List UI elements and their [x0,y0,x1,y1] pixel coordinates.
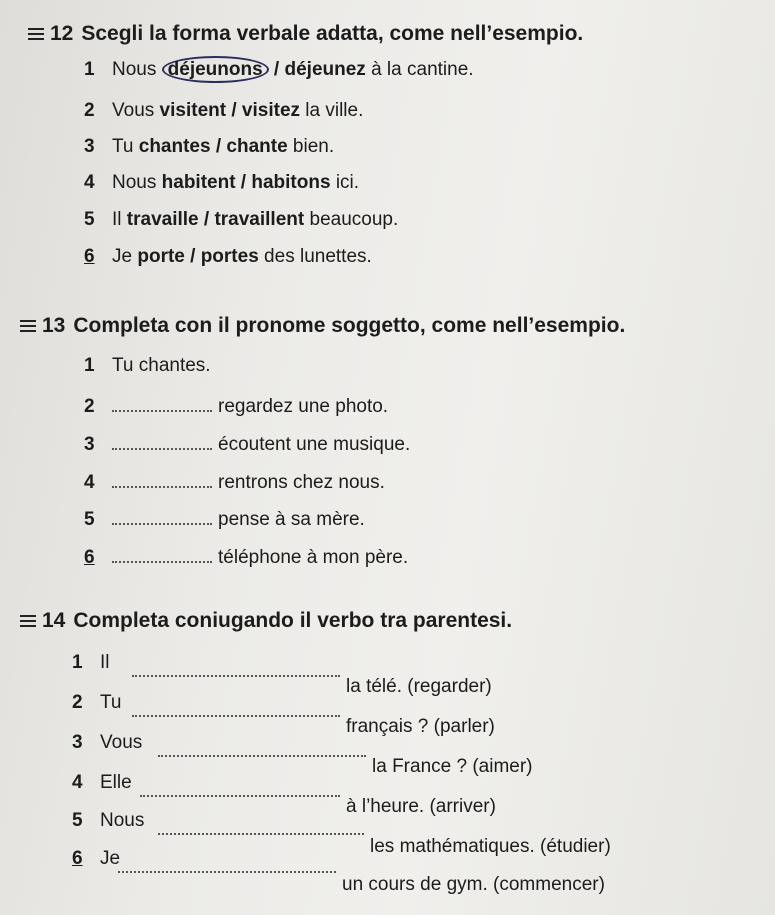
exercise-13-item: 3 écoutent une musique. [84,434,411,455]
answer-blank[interactable] [112,434,212,450]
answer-blank[interactable] [132,673,340,677]
answer-blank[interactable] [158,831,364,835]
exercise-14-tail: la télé. (regarder) [346,676,492,697]
exercise-12-item: 2 Vous visitent / visitez la ville. [84,100,364,121]
answer-blank[interactable] [140,793,340,797]
exercise-13-item: 5 pense à sa mère. [84,509,365,530]
exercise-12-item: 4 Nous habitent / habitons ici. [84,172,360,193]
exercise-number: 13 [42,314,66,337]
exercise-list-icon [20,317,36,335]
exercise-instruction: Completa con il pronome soggetto, come nell’esempio. [73,314,626,337]
exercise-13-example: 1 Tu chantes. [84,355,211,376]
exercise-14-tail: français ? (parler) [346,716,495,737]
exercise-12-heading [28,22,583,46]
answer-blank[interactable] [132,713,340,717]
circled-answer: déjeunons [162,56,269,83]
exercise-14-tail: la France ? (aimer) [372,756,533,777]
exercise-13-item: 4 rentrons chez nous. [84,472,385,493]
exercise-12-item: 3 Tu chantes / chante bien. [84,136,335,157]
answer-blank[interactable] [112,509,212,525]
exercise-14-subject: 3 Vous [72,732,143,753]
exercise-instruction: Completa coniugando il verbo tra parentesi. [73,609,513,632]
exercise-14-tail: un cours de gym. (commencer) [342,874,605,895]
exercise-instruction: Scegli la forma verbale adatta, come nell’esempio. [81,22,584,45]
exercise-14-heading [20,609,512,633]
exercise-list-icon [20,612,36,630]
exercise-14-subject: 2 Tu [72,692,122,713]
exercise-12-item: 6 Je porte / portes des lunettes. [84,246,372,267]
exercise-14-tail: les mathématiques. (étudier) [370,836,611,857]
exercise-number: 12 [50,22,74,45]
exercise-14-subject: 5 Nous [72,810,145,831]
exercise-list-icon [28,25,44,43]
answer-blank[interactable] [112,396,212,412]
answer-blank[interactable] [112,547,212,563]
exercise-14-tail: à l’heure. (arriver) [346,796,496,817]
answer-blank[interactable] [112,472,212,488]
exercise-12-item: 5 Il travaille / travaillent beaucoup. [84,209,399,230]
answer-blank[interactable] [118,869,336,873]
exercise-14-subject: 6 Je [72,848,121,869]
exercise-14-subject: 4 Elle [72,772,132,793]
exercise-12-item: 1 Nous déjeunons / déjeunez à la cantine. [84,59,474,81]
exercise-13-item: 2 regardez une photo. [84,396,389,417]
answer-blank[interactable] [158,753,366,757]
exercise-14-subject: 1 Il [72,652,110,673]
exercise-number: 14 [42,609,66,632]
exercise-13-heading [20,314,625,338]
exercise-13-item: 6 téléphone à mon père. [84,547,409,568]
